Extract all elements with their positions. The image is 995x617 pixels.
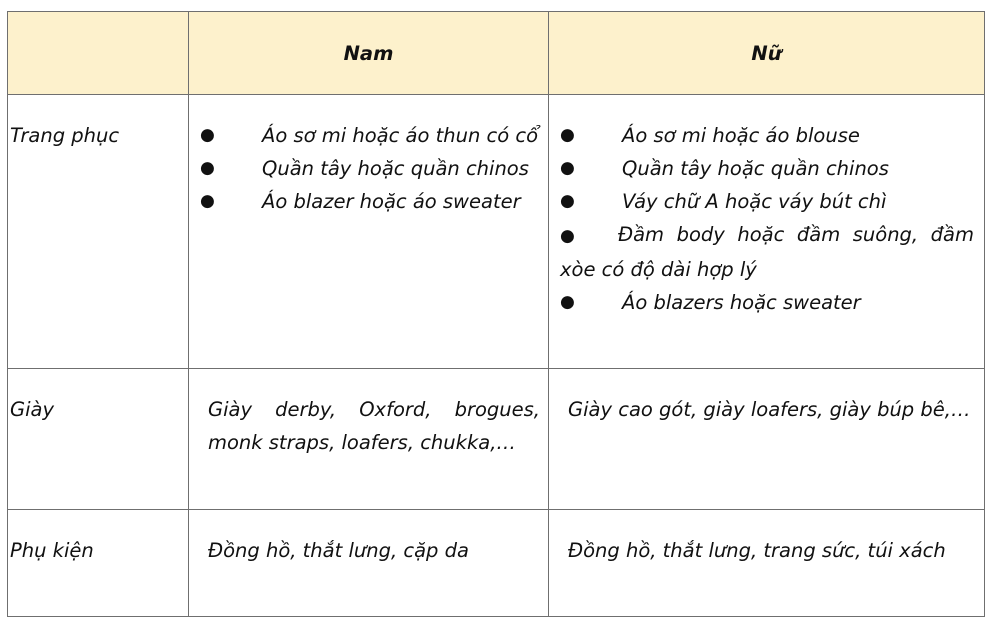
header-women: Nữ (549, 12, 985, 95)
women-shoes-cell: Giày cao gót, giày loafers, giày búp bê,… (549, 369, 985, 510)
women-clothes-list (560, 119, 974, 319)
header-corner-cell (8, 12, 189, 95)
women-accessories-cell: Đồng hồ, thắt lưng, trang sức, túi xách (549, 510, 985, 617)
women-clothes-cell (549, 95, 985, 369)
row-label-clothes: Trang phục (8, 95, 189, 369)
bullet-icon: ● (560, 226, 575, 246)
bullet-icon: ● (560, 191, 575, 211)
bullet-icon: ● (560, 125, 575, 145)
list-item: ● Áo blazers hoặc sweater (560, 286, 974, 319)
bullet-icon: ● (200, 191, 215, 211)
list-item: ● Quần tây hoặc quần chinos (200, 152, 544, 185)
dress-code-table (7, 11, 985, 617)
men-shoes-cell: Giày derby, Oxford, brogues, monk straps, loafers, chukka,… (189, 369, 549, 510)
table-row-shoes (8, 369, 985, 510)
men-clothes-list (200, 119, 544, 218)
row-label-accessories: Phụ kiện (8, 510, 189, 617)
table-header-row (8, 12, 985, 95)
bullet-icon: ● (200, 125, 215, 145)
table-row-clothes (8, 95, 985, 369)
list-item: ● Quần tây hoặc quần chinos (560, 152, 974, 185)
men-clothes-cell (189, 95, 549, 369)
header-men: Nam (189, 12, 549, 95)
list-item: ● Áo sơ mi hoặc áo thun có cổ (200, 119, 544, 152)
bullet-icon: ● (200, 158, 215, 178)
table-row-accessories (8, 510, 985, 617)
list-item: ● Áo blazer hoặc áo sweater (200, 185, 544, 218)
list-item: ● Áo sơ mi hoặc áo blouse (560, 119, 974, 152)
list-item: ● Đầm body hoặc đầm suông, đầm xòe có độ dài hợp lý (560, 218, 974, 286)
list-item: ● Váy chữ A hoặc váy bút chì (560, 185, 974, 218)
bullet-icon: ● (560, 158, 575, 178)
row-label-shoes: Giày (8, 369, 189, 510)
bullet-icon: ● (560, 292, 575, 312)
men-accessories-cell: Đồng hồ, thắt lưng, cặp da (189, 510, 549, 617)
